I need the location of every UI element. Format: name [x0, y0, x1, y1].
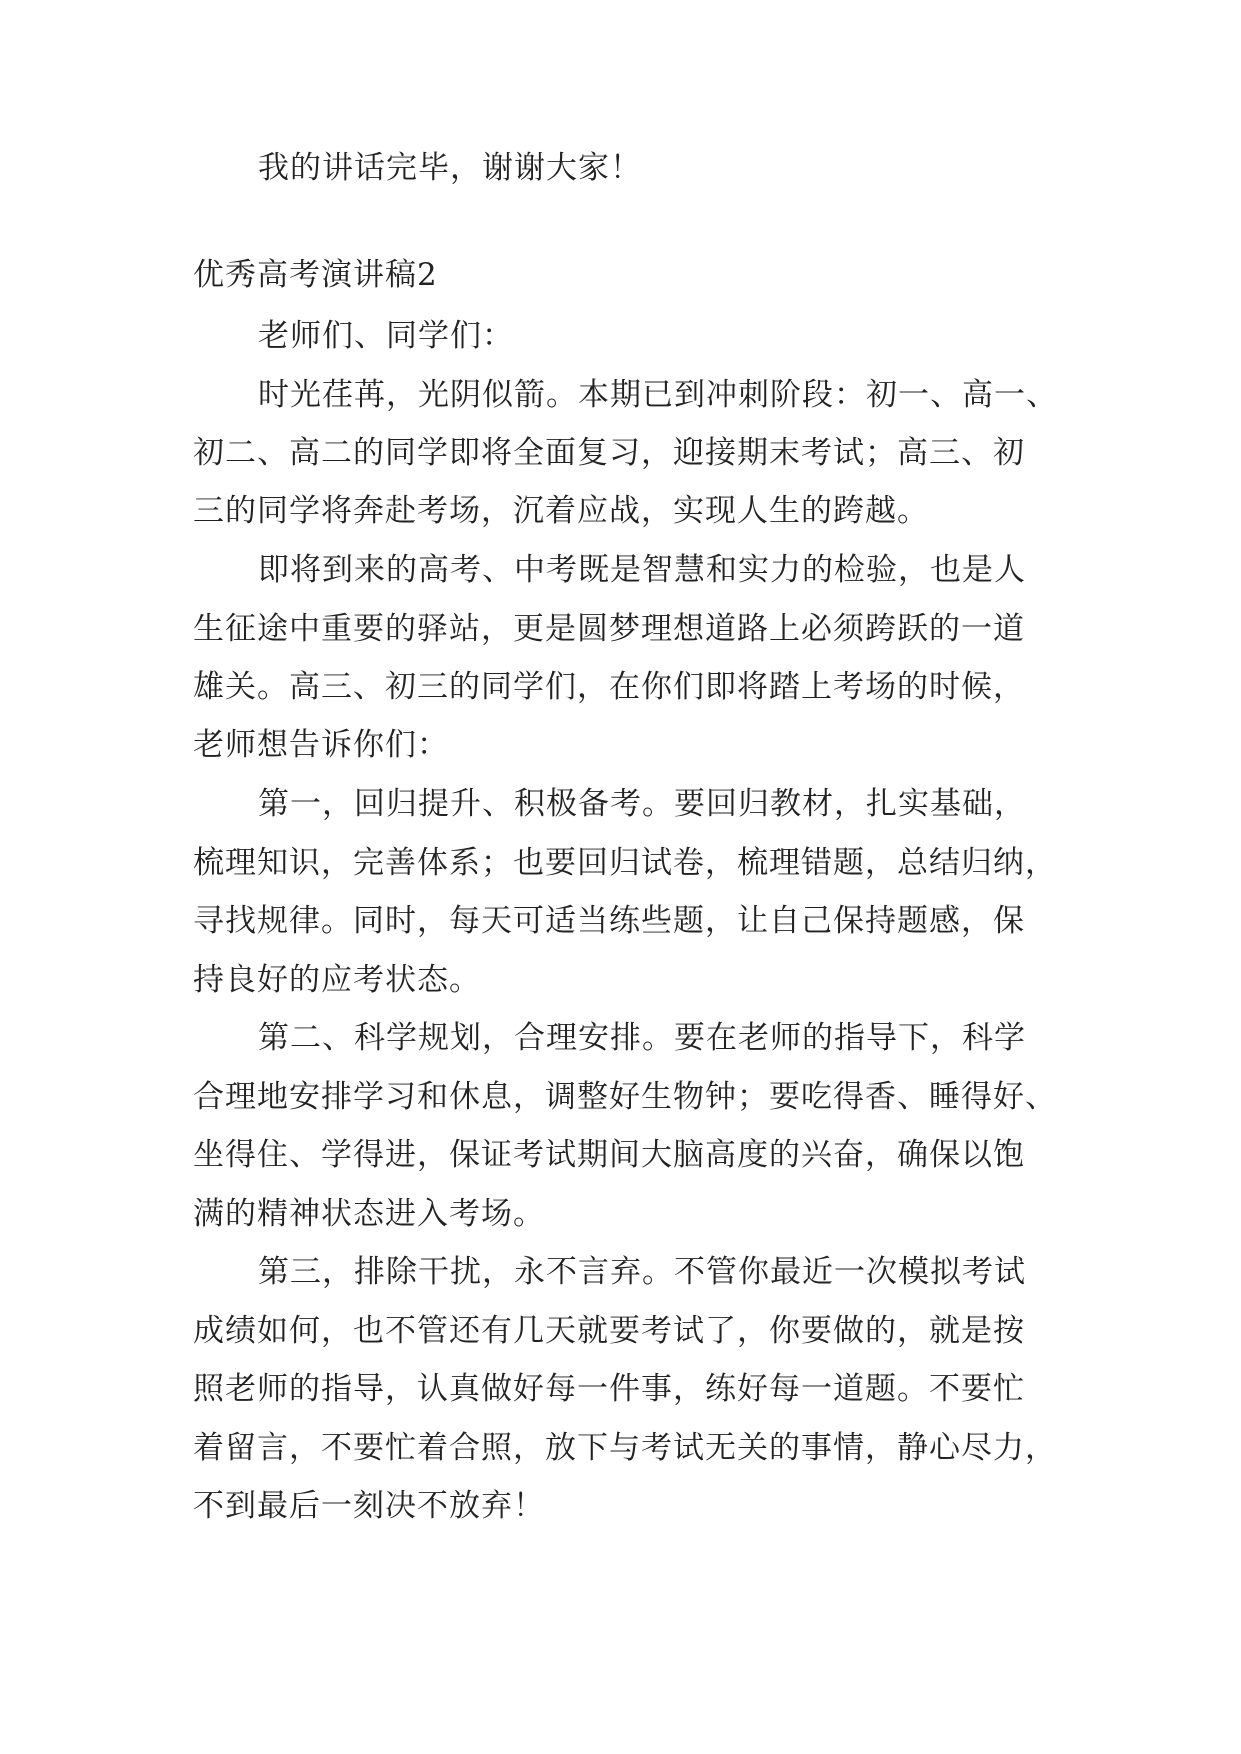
paragraph-line: 即将到来的高考、中考既是智慧和实力的检验，也是人: [258, 552, 1026, 588]
paragraph-line: 成绩如何，也不管还有几天就要考试了，你要做的，就是按: [193, 1313, 1025, 1349]
paragraph-line: 时光荏苒，光阴似箭。本期已到冲刺阶段：初一、高一、: [258, 377, 1058, 413]
paragraph-line: 三的同学将奔赴考场，沉着应战，实现人生的跨越。: [193, 493, 929, 529]
paragraph-line: 雄关。高三、初三的同学们，在你们即将踏上考场的时候，: [193, 669, 1025, 705]
paragraph-line: 第一，回归提升、积极备考。要回归教材，扎实基础，: [258, 786, 1026, 822]
paragraph-line: 坐得住、学得进，保证考试期间大脑高度的兴奋，确保以饱: [193, 1137, 1025, 1173]
closing-line: 我的讲话完毕，谢谢大家！: [258, 150, 642, 186]
paragraph-line: 寻找规律。同时，每天可适当练些题，让自己保持题感，保: [193, 903, 1025, 939]
paragraph-line: 持良好的应考状态。: [193, 962, 481, 998]
paragraph-line: 生征途中重要的驿站，更是圆梦理想道路上必须跨跃的一道: [193, 611, 1025, 647]
paragraph-line: 着留言，不要忙着合照，放下与考试无关的事情，静心尽力，: [193, 1430, 1057, 1466]
paragraph-line: 第二、科学规划，合理安排。要在老师的指导下，科学: [258, 1020, 1026, 1056]
paragraph-line: 梳理知识，完善体系；也要回归试卷，梳理错题，总结归纳，: [193, 845, 1057, 881]
paragraph-line: 第三，排除干扰，永不言弃。不管你最近一次模拟考试: [258, 1254, 1026, 1290]
paragraph-line: 初二、高二的同学即将全面复习，迎接期末考试；高三、初: [193, 435, 1025, 471]
paragraph-line: 合理地安排学习和休息，调整好生物钟；要吃得香、睡得好、: [193, 1079, 1057, 1115]
paragraph-line: 照老师的指导，认真做好每一件事，练好每一道题。不要忙: [193, 1371, 1025, 1407]
paragraph-line: 不到最后一刻决不放弃！: [193, 1488, 545, 1524]
paragraph-line: 满的精神状态进入考场。: [193, 1196, 545, 1232]
greeting-line: 老师们、同学们：: [258, 318, 514, 354]
paragraph-line: 老师想告诉你们：: [193, 727, 449, 763]
speech-title: 优秀高考演讲稿2: [193, 257, 438, 293]
